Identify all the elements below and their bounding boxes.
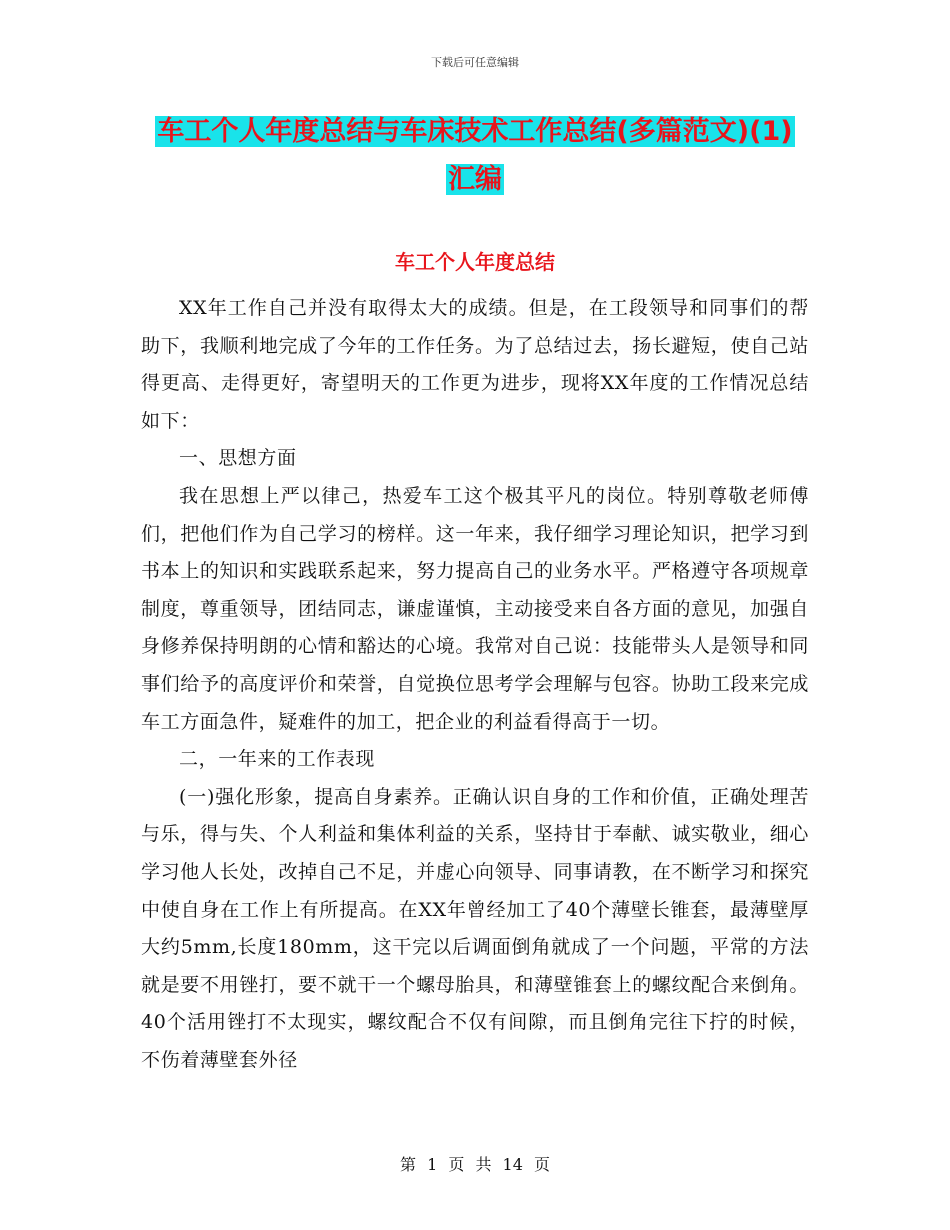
paragraph-thought: 我在思想上严以律己，热爱车工这个极其平凡的岗位。特别尊敬老师傅们，把他们作为自己学习的榜样。这一年来，我仔细学习理论知识，把学习到书本上的知识和实践联系起来，努力提高自己的业务水平。严格遵守各项规章制度，尊重领导，团结同志，谦虚谨慎，主动接受来自各方面的意见，加强自身修养保持明朗的心情和豁达的心境。我常对自己说：技能带头人是领导和同事们给予的高度评价和荣誉，自觉换位思考学会理解与包容。协助工段来完成车工方面急件，疑难件的加工，把企业的利益看得高于一切。 [141,484,809,733]
paragraph-performance: (一)强化形象，提高自身素养。正确认识自身的工作和价值，正确处理苦与乐，得与失、个人利益和集体利益的关系，坚持甘于奉献、诚实敬业，细心学习他人长处，改掉自己不足，并虚心向领导、同事请教，在不断学习和探究中使自身在工作上有所提高。在XX年曾经加工了40个薄壁长锥套，最薄壁厚大约5mm,长度180mm，这干完以后调面倒角就成了一个问题，平常的方法就是要不用锉打，要不就干一个螺母胎具，和薄壁锥套上的螺纹配合来倒角。40个活用锉打不太现实，螺纹配合不仅有间隙，而且倒角完往下拧的时候，不伤着薄壁套外径 [141,785,809,1071]
section-title: 车工个人年度总结 [395,250,555,274]
heading-thought: 一、思想方面 [179,447,297,470]
document-title-line2: 汇编 [448,164,502,195]
document-body [141,290,809,1079]
document-title-line1: 车工个人年度总结与车床技术工作总结(多篇范文)(1) [157,116,793,147]
header-note: 下载后可任意编辑 [431,56,519,69]
document-title [0,108,950,204]
paragraph-intro: XX年工作自己并没有取得太大的成绩。但是，在工段领导和同事们的帮助下，我顺利地完成了今年的工作任务。为了总结过去，扬长避短，使自己站得更高、走得更好，寄望明天的工作更为进步，现将XX年度的工作情况总结如下： [141,297,809,432]
heading-performance: 二，一年来的工作表现 [179,748,376,771]
page-footer: 第 1 页 共 14 页 [400,1155,550,1174]
